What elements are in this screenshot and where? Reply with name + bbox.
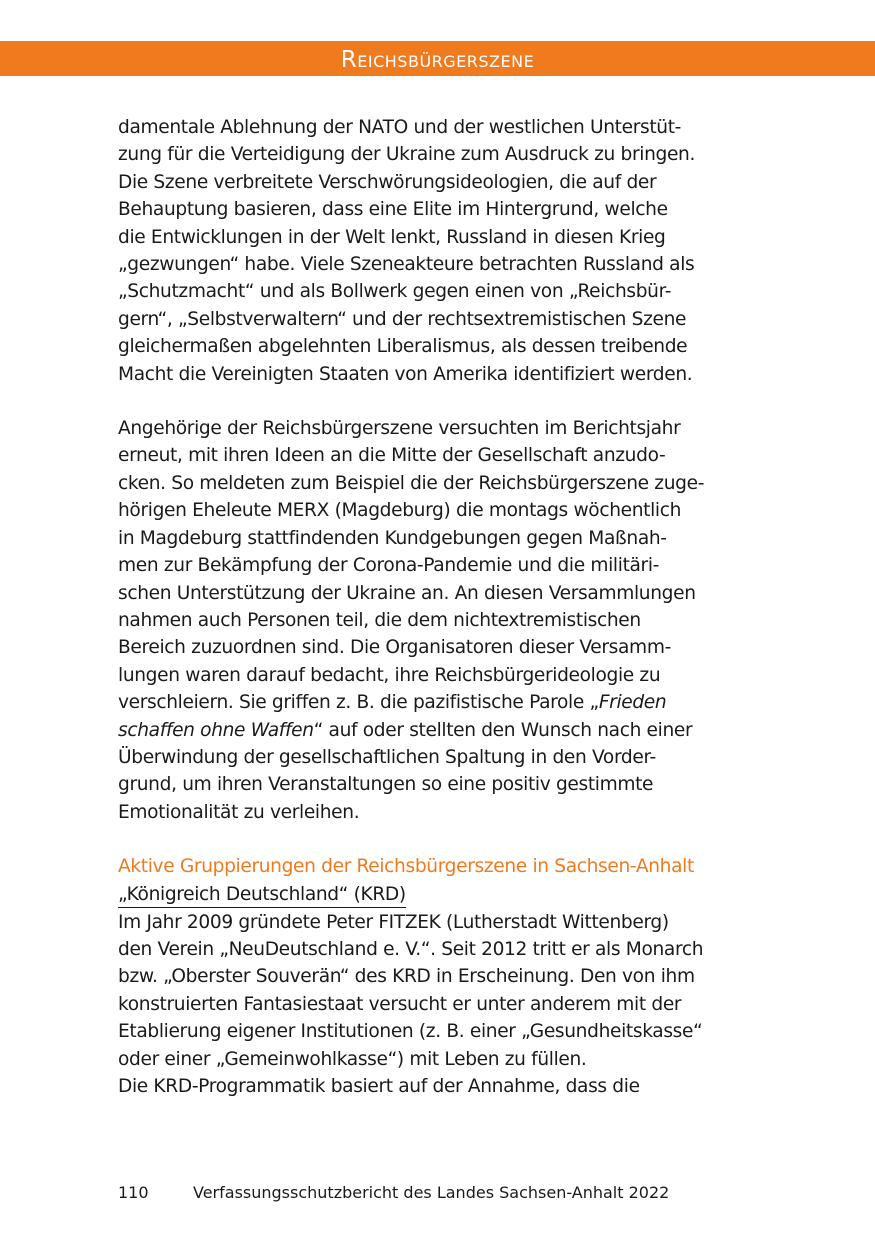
paragraph-merx-rallies bbox=[118, 415, 758, 826]
text-line: Behauptung basieren, dass eine Elite im Hintergrund, welche bbox=[118, 199, 668, 221]
page-number: 110 bbox=[118, 1183, 149, 1202]
text-line: gern“, „Selbstverwaltern“ und der rechtsextremistischen Szene bbox=[118, 308, 687, 330]
paragraph-spacer bbox=[118, 388, 758, 415]
text-line: Im Jahr 2009 gründete Peter FITZEK (Lutherstadt Wittenberg) bbox=[118, 911, 669, 933]
paragraph-nato-ukraine bbox=[118, 114, 758, 388]
text-line: zung für die Verteidigung der Ukraine zum Ausdruck zu bringen. bbox=[118, 144, 696, 166]
text-line: in Magdeburg stattfindenden Kundgebungen gegen Maßnah- bbox=[118, 527, 667, 549]
slogan-italic: schaffen ohne Waffen bbox=[118, 719, 314, 741]
text-line: nahmen auch Personen teil, die dem nichtextremistischen bbox=[118, 609, 641, 631]
publication-title: Verfassungsschutzbericht des Landes Sachsen-Anhalt 2022 bbox=[193, 1183, 670, 1202]
text-line: cken. So meldeten zum Beispiel die der Reichsbürgerszene zuge- bbox=[118, 472, 705, 494]
subheading-line bbox=[118, 881, 758, 909]
page-footer bbox=[118, 1181, 669, 1205]
chapter-header-bar bbox=[0, 41, 875, 76]
section-heading: Aktive Gruppierungen der Reichsbürgerszene in Sachsen-Anhalt bbox=[118, 856, 694, 878]
text-line: Bereich zuzuordnen sind. Die Organisatoren dieser Versamm- bbox=[118, 637, 671, 659]
text-line: oder einer „Gemeinwohlkasse“) mit Leben zu füllen. bbox=[118, 1048, 587, 1070]
text-line: „Schutzmacht“ und als Bollwerk gegen einen von „Reichsbür- bbox=[118, 281, 672, 303]
paragraph-spacer bbox=[118, 826, 758, 853]
text-line: Überwindung der gesellschaftlichen Spaltung in den Vorder- bbox=[118, 746, 656, 768]
page-content bbox=[118, 114, 758, 1100]
text-line: Etablierung eigener Institutionen (z. B. einer „Gesundheitskasse“ bbox=[118, 1021, 703, 1043]
text-line: „gezwungen“ habe. Viele Szeneakteure betrachten Russland als bbox=[118, 254, 695, 276]
text-line: Angehörige der Reichsbürgerszene versuchten im Berichtsjahr bbox=[118, 418, 681, 440]
text-line: Die Szene verbreitete Verschwörungsideologien, die auf der bbox=[118, 171, 657, 193]
text-line: lungen waren darauf bedacht, ihre Reichsbürgerideologie zu bbox=[118, 664, 661, 686]
text-line: Macht die Vereinigten Staaten von Amerika identifiziert werden. bbox=[118, 363, 693, 385]
text-line: grund, um ihren Veranstaltungen so eine positiv gestimmte bbox=[118, 774, 654, 796]
text-line: den Verein „NeuDeutschland e. V.“. Seit 2012 tritt er als Monarch bbox=[118, 938, 704, 960]
text-fragment: “ auf oder stellten den Wunsch nach einer bbox=[313, 719, 693, 741]
subheading-krd: „Königreich Deutschland“ (KRD) bbox=[118, 882, 406, 908]
text-line: damentale Ablehnung der NATO und der westlichen Unterstüt- bbox=[118, 117, 682, 138]
text-line: men zur Bekämpfung der Corona-Pandemie und die militäri- bbox=[118, 555, 660, 577]
text-line: hörigen Eheleute MERX (Magdeburg) die montags wöchentlich bbox=[118, 500, 682, 522]
text-line: schen Unterstützung der Ukraine an. An diesen Versammlungen bbox=[118, 582, 696, 604]
section-active-groups bbox=[118, 853, 758, 1100]
chapter-title: Reichsbürgerszene bbox=[340, 47, 535, 73]
text-line bbox=[118, 689, 758, 716]
text-line: erneut, mit ihren Ideen an die Mitte der Gesellschaft anzudo- bbox=[118, 445, 666, 467]
text-line: bzw. „Oberster Souverän“ des KRD in Erscheinung. Den von ihm bbox=[118, 966, 695, 988]
text-line: konstruierten Fantasiestaat versucht er unter anderem mit der bbox=[118, 993, 682, 1015]
text-line bbox=[118, 717, 758, 744]
text-line: die Entwicklungen in der Welt lenkt, Russland in diesen Krieg bbox=[118, 226, 666, 248]
text-line: gleichermaßen abgelehnten Liberalismus, als dessen treibende bbox=[118, 336, 688, 358]
text-line: Die KRD-Programmatik basiert auf der Annahme, dass die bbox=[118, 1076, 640, 1097]
slogan-italic: Frieden bbox=[598, 692, 667, 714]
text-line: Emotionalität zu verleihen. bbox=[118, 801, 360, 823]
text-fragment: verschleiern. Sie griffen z. B. die pazifistische Parole „ bbox=[118, 692, 599, 714]
